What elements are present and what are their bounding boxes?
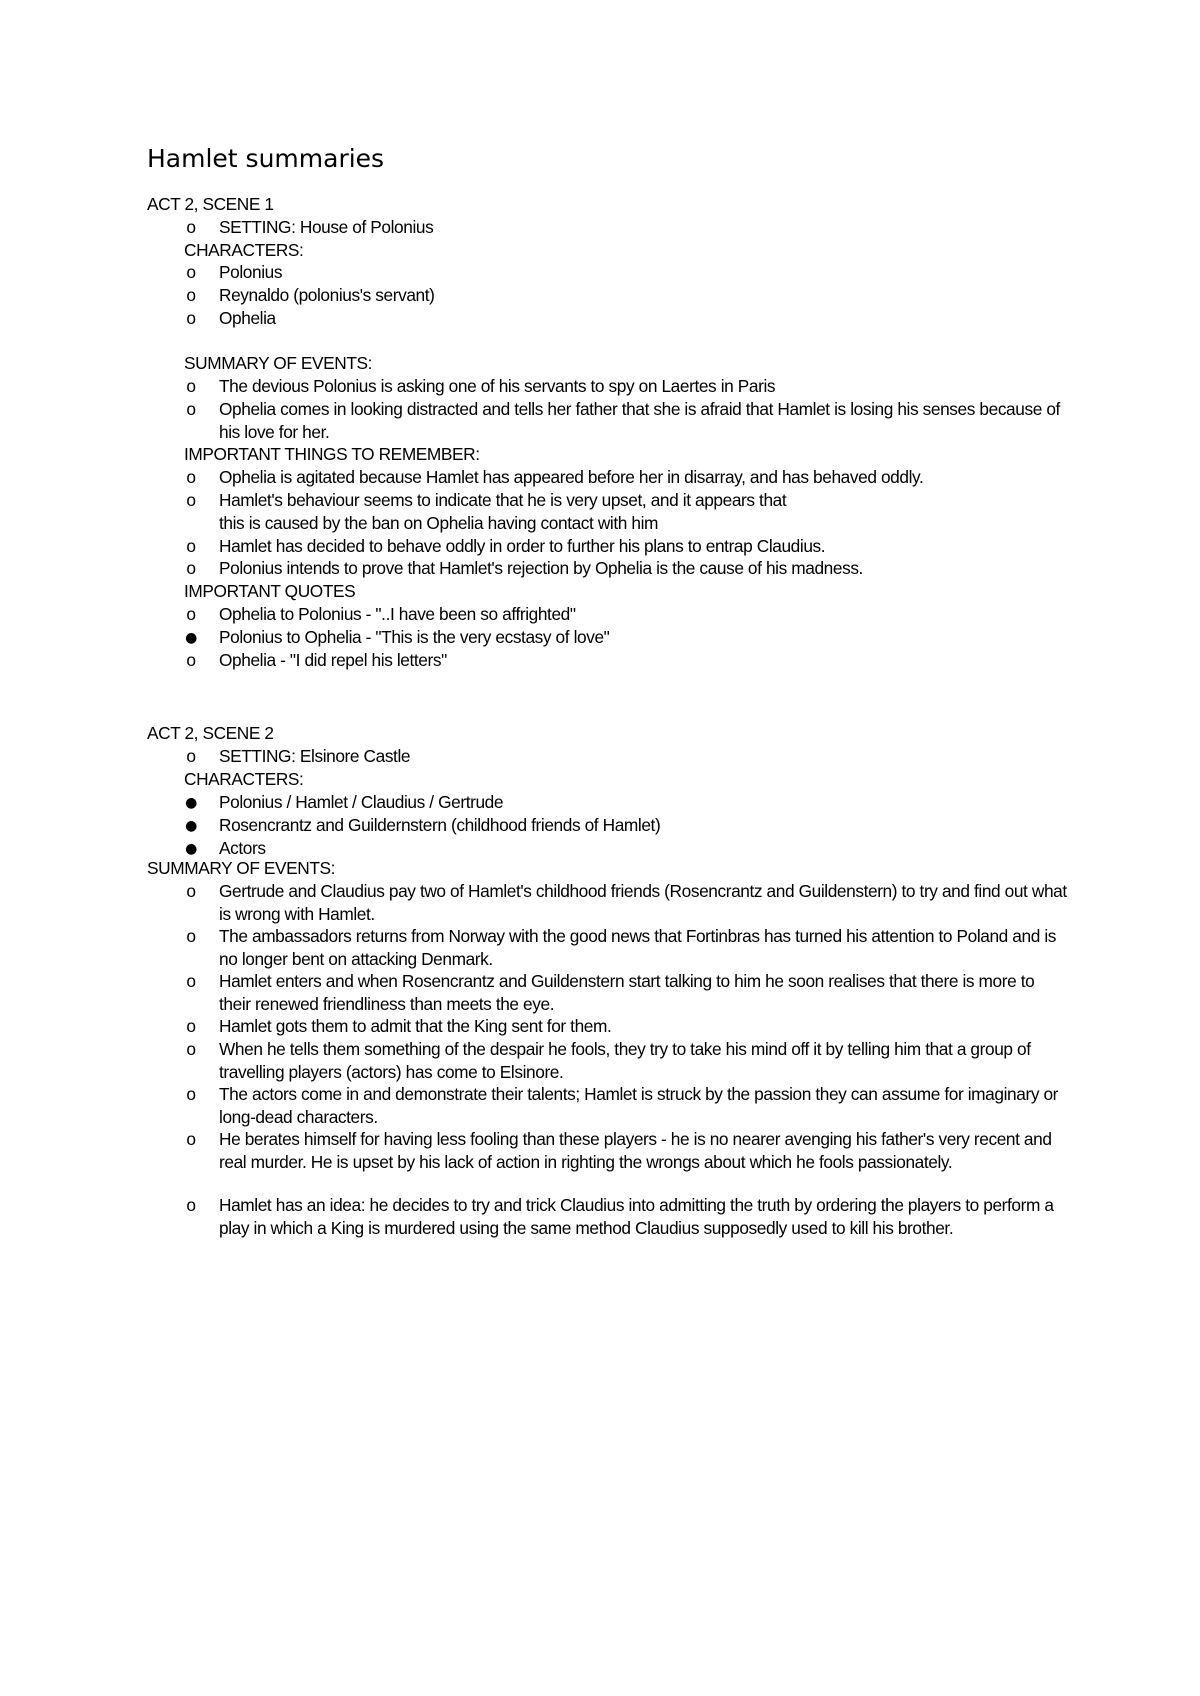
- circle-bullet-icon: o: [186, 399, 196, 419]
- scene1-character: Polonius: [219, 262, 283, 282]
- circle-bullet-icon: o: [186, 217, 196, 237]
- circle-bullet-icon: o: [186, 558, 196, 578]
- scene1-remember-text: Polonius intends to prove that Hamlet's rejection by Ophelia is the cause of his madness.: [219, 558, 863, 578]
- circle-bullet-icon: o: [186, 926, 196, 946]
- scene2-summary-text: Hamlet enters and when Rosencrantz and Guildenstern start talking to him he soon realises that there is more to their renewed friendliness than meets the eye.: [219, 971, 1035, 1014]
- scene1-summary-label: SUMMARY OF EVENTS:: [184, 353, 373, 373]
- scene2-heading: ACT 2, SCENE 2: [147, 723, 274, 743]
- scene1-remember-label: IMPORTANT THINGS TO REMEMBER:: [184, 444, 480, 464]
- circle-bullet-icon: o: [186, 1129, 196, 1149]
- scene2-character: Polonius / Hamlet / Claudius / Gertrude: [219, 792, 504, 812]
- scene2-summary-text: The actors come in and demonstrate their talents; Hamlet is struck by the passion they can assume for imaginary or long-dead characters.: [219, 1084, 1059, 1127]
- scene1-summary-text: The devious Polonius is asking one of his servants to spy on Laertes in Paris: [219, 376, 776, 396]
- bullet-icon: ●: [185, 841, 197, 857]
- circle-bullet-icon: o: [186, 536, 196, 556]
- scene1-quote-text: Ophelia - "I did repel his letters": [219, 650, 447, 670]
- circle-bullet-icon: o: [186, 467, 196, 487]
- scene2-setting: SETTING: Elsinore Castle: [219, 746, 411, 766]
- scene1-remember-text: Ophelia is agitated because Hamlet has appeared before her in disarray, and has behaved oddly.: [219, 467, 924, 487]
- circle-bullet-icon: o: [186, 376, 196, 396]
- scene1-character: Reynaldo (polonius's servant): [219, 285, 435, 305]
- document-title: Hamlet summaries: [147, 144, 385, 173]
- scene1-characters-label: CHARACTERS:: [184, 240, 304, 260]
- circle-bullet-icon: o: [186, 746, 196, 766]
- scene1-character: Ophelia: [219, 308, 276, 328]
- scene1-remember-text-line1: Hamlet's behaviour seems to indicate that he is very upset, and it appears that: [219, 490, 787, 510]
- scene2-character: Rosencrantz and Guildernstern (childhood friends of Hamlet): [219, 815, 661, 835]
- circle-bullet-icon: o: [186, 262, 196, 282]
- circle-bullet-icon: o: [186, 308, 196, 328]
- scene2-character: Actors: [219, 838, 266, 858]
- circle-bullet-icon: o: [186, 604, 196, 624]
- bullet-icon: ●: [185, 818, 197, 834]
- circle-bullet-icon: o: [186, 650, 196, 670]
- bullet-icon: ●: [185, 630, 197, 646]
- scene2-summary-text: Gertrude and Claudius pay two of Hamlet's childhood friends (Rosencrantz and Guildenstern) to try and find out what is wrong with Hamlet.: [219, 881, 1067, 924]
- circle-bullet-icon: o: [186, 1084, 196, 1104]
- circle-bullet-icon: o: [186, 1039, 196, 1059]
- scene2-summary-text: Hamlet has an idea: he decides to try and trick Claudius into admitting the truth by ordering the players to perform a play in which a King is murdered using the same method Claudius supposedly used to kill his brother.: [219, 1195, 1054, 1238]
- scene2-summary-label: SUMMARY OF EVENTS:: [147, 858, 336, 878]
- scene2-summary-text: Hamlet gots them to admit that the King sent for them.: [219, 1016, 612, 1036]
- scene2-characters-label: CHARACTERS:: [184, 769, 304, 789]
- scene2-summary-text: He berates himself for having less fooling than these players - he is no nearer avenging his father's very recent and real murder. He is upset by his lack of action in righting the wrongs about which he fools passionately.: [219, 1129, 1052, 1172]
- scene1-summary-text: Ophelia comes in looking distracted and tells her father that she is afraid that Hamlet is losing his senses because of his love for her.: [219, 399, 1060, 442]
- scene2-summary-text: When he tells them something of the despair he fools, they try to take his mind off it by telling him that a group of travelling players (actors) has come to Elsinore.: [219, 1039, 1031, 1082]
- scene1-remember-text: Hamlet has decided to behave oddly in order to further his plans to entrap Claudius.: [219, 536, 826, 556]
- scene1-remember-text-line2: this is caused by the ban on Ophelia having contact with him: [219, 513, 659, 533]
- bullet-icon: ●: [185, 795, 197, 811]
- scene1-quote-text: Polonius to Ophelia - "This is the very ecstasy of love": [219, 627, 610, 647]
- scene1-quotes-label: IMPORTANT QUOTES: [184, 581, 356, 601]
- scene1-heading: ACT 2, SCENE 1: [147, 194, 274, 214]
- circle-bullet-icon: o: [186, 881, 196, 901]
- scene1-setting: SETTING: House of Polonius: [219, 217, 434, 237]
- circle-bullet-icon: o: [186, 285, 196, 305]
- scene1-quote-text: Ophelia to Polonius - "..I have been so affrighted": [219, 604, 576, 624]
- circle-bullet-icon: o: [186, 490, 196, 510]
- scene2-summary-text: The ambassadors returns from Norway with the good news that Fortinbras has turned his attention to Poland and is no longer bent on attacking Denmark.: [219, 926, 1057, 969]
- circle-bullet-icon: o: [186, 1016, 196, 1036]
- circle-bullet-icon: o: [186, 1195, 196, 1215]
- circle-bullet-icon: o: [186, 971, 196, 991]
